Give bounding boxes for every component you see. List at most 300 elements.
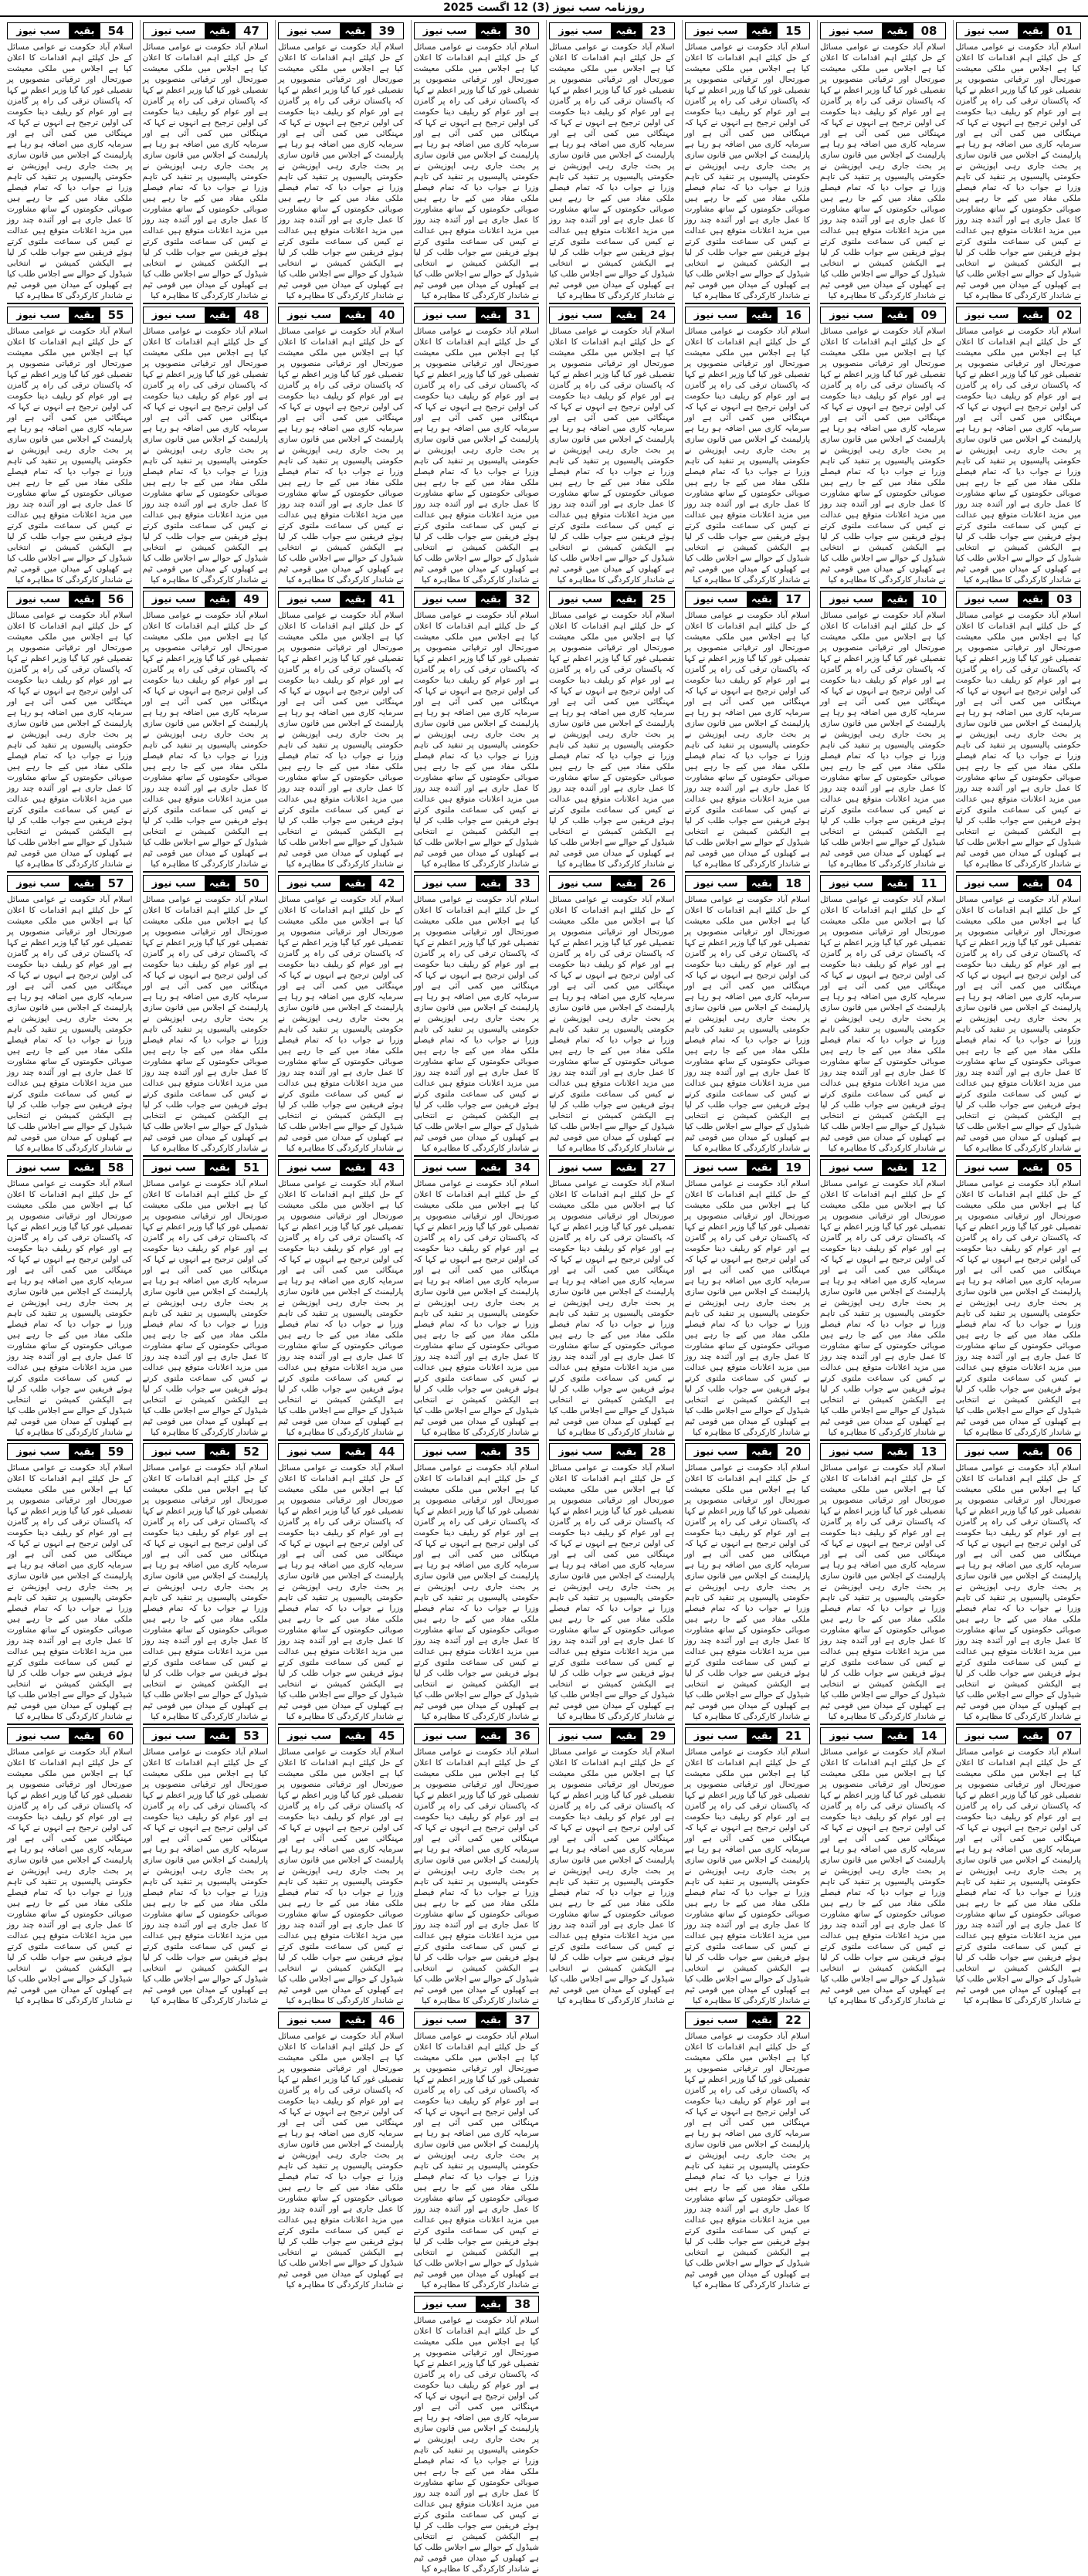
story-body: اسلام آباد حکومت نے عوامی مسائل کے حل کیلئے اہم اقدامات کا اعلان کیا ہے اجلاس میں ملکی معیشت صورتحال اور ترقیاتی منصوبوں پر تفصیلی غور کیا گیا وزیر اعظم نے کہا کہ پاکستان ترقی کی راہ پر گامزن ہے اور عوام کو ریلیف دینا حکومت کی اولین ترجیح ہے انہوں نے کہا کہ مہنگائی میں کمی آئی ہے اور سرمایہ کاری میں اضافہ ہو رہا ہے پارلیمنٹ کے اجلاس میں قانون سازی پر بحث جاری رہی اپوزیشن نے حکومتی پالیسیوں پر تنقید کی تاہم وزرا نے جواب دیا کہ تمام فیصلے ملکی مفاد میں کیے جا رہے ہیں صوبائی حکومتوں کے ساتھ مشاورت کا عمل جاری ہے اور آئندہ چند روز میں مزید اعلانات متوقع ہیں عدالت نے کیس کی سماعت ملتوی کرتے ہوئے فریقین سے جواب طلب کر لیا ہے الیکشن کمیشن نے انتخابی شیڈول کے حوالے سے اجلاس طلب کیا ہے کھیلوں کے میدان میں قومی ٹیم نے شاندار کارکردگی کا مظاہرہ کیا [413,1747,539,2005]
baqia-label: بقیہ [205,1444,235,1459]
baqia-label: بقیہ [1018,591,1048,607]
sabnews-label: سب نیوز [16,1730,61,1742]
story-header [685,1727,811,1744]
story-header [278,875,404,892]
story-body: اسلام آباد حکومت نے عوامی مسائل کے حل کیلئے اہم اقدامات کا اعلان کیا ہے اجلاس میں ملکی معیشت صورتحال اور ترقیاتی منصوبوں پر تفصیلی غور کیا گیا وزیر اعظم نے کہا کہ پاکستان ترقی کی راہ پر گامزن ہے اور عوام کو ریلیف دینا حکومت کی اولین ترجیح ہے انہوں نے کہا کہ مہنگائی میں کمی آئی ہے اور سرمایہ کاری میں اضافہ ہو رہا ہے پارلیمنٹ کے اجلاس میں قانون سازی پر بحث جاری رہی اپوزیشن نے حکومتی پالیسیوں پر تنقید کی تاہم وزرا نے جواب دیا کہ تمام فیصلے ملکی مفاد میں کیے جا رہے ہیں صوبائی حکومتوں کے ساتھ مشاورت کا عمل جاری ہے اور آئندہ چند روز میں مزید اعلانات متوقع ہیں عدالت نے کیس کی سماعت ملتوی کرتے ہوئے فریقین سے جواب طلب کر لیا ہے الیکشن کمیشن نے انتخابی شیڈول کے حوالے سے اجلاس طلب کیا ہے کھیلوں کے میدان میں قومی ٹیم نے شاندار کارکردگی کا مظاہرہ کیا [549,42,675,300]
sabnews-label: سب نیوز [287,1446,332,1458]
baqia-story [7,871,133,1155]
baqia-label: بقیہ [340,1160,370,1175]
story-body: اسلام آباد حکومت نے عوامی مسائل کے حل کیلئے اہم اقدامات کا اعلان کیا ہے اجلاس میں ملکی معیشت صورتحال اور ترقیاتی منصوبوں پر تفصیلی غور کیا گیا وزیر اعظم نے کہا کہ پاکستان ترقی کی راہ پر گامزن ہے اور عوام کو ریلیف دینا حکومت کی اولین ترجیح ہے انہوں نے کہا کہ مہنگائی میں کمی آئی ہے اور سرمایہ کاری میں اضافہ ہو رہا ہے پارلیمنٹ کے اجلاس میں قانون سازی پر بحث جاری رہی اپوزیشن نے حکومتی پالیسیوں پر تنقید کی تاہم وزرا نے جواب دیا کہ تمام فیصلے ملکی مفاد میں کیے جا رہے ہیں صوبائی حکومتوں کے ساتھ مشاورت کا عمل جاری ہے اور آئندہ چند روز میں مزید اعلانات متوقع ہیں عدالت نے کیس کی سماعت ملتوی کرتے ہوئے فریقین سے جواب طلب کر لیا ہے الیکشن کمیشن نے انتخابی شیڈول کے حوالے سے اجلاس طلب کیا ہے کھیلوں کے میدان میں قومی ٹیم نے شاندار کارکردگی کا مظاہرہ کیا [684,42,810,300]
baqia-story [820,1439,946,1724]
sabnews-label: سب نیوز [693,2014,738,2026]
story-body: اسلام آباد حکومت نے عوامی مسائل کے حل کیلئے اہم اقدامات کا اعلان کیا ہے اجلاس میں ملکی معیشت صورتحال اور ترقیاتی منصوبوں پر تفصیلی غور کیا گیا وزیر اعظم نے کہا کہ پاکستان ترقی کی راہ پر گامزن ہے اور عوام کو ریلیف دینا حکومت کی اولین ترجیح ہے انہوں نے کہا کہ مہنگائی میں کمی آئی ہے اور سرمایہ کاری میں اضافہ ہو رہا ہے پارلیمنٹ کے اجلاس میں قانون سازی پر بحث جاری رہی اپوزیشن نے حکومتی پالیسیوں پر تنقید کی تاہم وزرا نے جواب دیا کہ تمام فیصلے ملکی مفاد میں کیے جا رہے ہیں صوبائی حکومتوں کے ساتھ مشاورت کا عمل جاری ہے اور آئندہ چند روز میں مزید اعلانات متوقع ہیں عدالت نے کیس کی سماعت ملتوی کرتے ہوئے فریقین سے جواب طلب کر لیا ہے الیکشن کمیشن نے انتخابی شیڈول کے حوالے سے اجلاس طلب کیا ہے کھیلوں کے میدان میں قومی ٹیم نے شاندار کارکردگی کا مظاہرہ کیا [549,1747,675,2005]
baqia-label: بقیہ [69,23,99,39]
sabnews-label: سب نیوز [151,877,196,890]
sabnews-label: سب نیوز [16,25,61,37]
sabnews-label: سب نیوز [964,593,1009,605]
story-number: 18 [777,876,809,891]
baqia-label: بقیہ [205,591,235,607]
baqia-label: بقیہ [882,23,912,39]
baqia-story [685,1439,811,1724]
story-header [7,591,133,608]
baqia-story [414,1439,540,1724]
story-body: اسلام آباد حکومت نے عوامی مسائل کے حل کیلئے اہم اقدامات کا اعلان کیا ہے اجلاس میں ملکی معیشت صورتحال اور ترقیاتی منصوبوں پر تفصیلی غور کیا گیا وزیر اعظم نے کہا کہ پاکستان ترقی کی راہ پر گامزن ہے اور عوام کو ریلیف دینا حکومت کی اولین ترجیح ہے انہوں نے کہا کہ مہنگائی میں کمی آئی ہے اور سرمایہ کاری میں اضافہ ہو رہا ہے پارلیمنٹ کے اجلاس میں قانون سازی پر بحث جاری رہی اپوزیشن نے حکومتی پالیسیوں پر تنقید کی تاہم وزرا نے جواب دیا کہ تمام فیصلے ملکی مفاد میں کیے جا رہے ہیں صوبائی حکومتوں کے ساتھ مشاورت کا عمل جاری ہے اور آئندہ چند روز میں مزید اعلانات متوقع ہیں عدالت نے کیس کی سماعت ملتوی کرتے ہوئے فریقین سے جواب طلب کر لیا ہے الیکشن کمیشن نے انتخابی شیڈول کے حوالے سے اجلاس طلب کیا ہے کھیلوں کے میدان میں قومی ٹیم نے شاندار کارکردگی کا مظاہرہ کیا [955,611,1081,869]
story-number: 33 [506,876,538,891]
baqia-story [278,587,404,871]
story-body: اسلام آباد حکومت نے عوامی مسائل کے حل کیلئے اہم اقدامات کا اعلان کیا ہے اجلاس میں ملکی معیشت صورتحال اور ترقیاتی منصوبوں پر تفصیلی غور کیا گیا وزیر اعظم نے کہا کہ پاکستان ترقی کی راہ پر گامزن ہے اور عوام کو ریلیف دینا حکومت کی اولین ترجیح ہے انہوں نے کہا کہ مہنگائی میں کمی آئی ہے اور سرمایہ کاری میں اضافہ ہو رہا ہے پارلیمنٹ کے اجلاس میں قانون سازی پر بحث جاری رہی اپوزیشن نے حکومتی پالیسیوں پر تنقید کی تاہم وزرا نے جواب دیا کہ تمام فیصلے ملکی مفاد میں کیے جا رہے ہیں صوبائی حکومتوں کے ساتھ مشاورت کا عمل جاری ہے اور آئندہ چند روز میں مزید اعلانات متوقع ہیں عدالت نے کیس کی سماعت ملتوی کرتے ہوئے فریقین سے جواب طلب کر لیا ہے الیکشن کمیشن نے انتخابی شیڈول کے حوالے سے اجلاس طلب کیا ہے کھیلوں کے میدان میں قومی ٹیم نے شاندار کارکردگی کا مظاہرہ کیا [684,2032,810,2290]
story-body: اسلام آباد حکومت نے عوامی مسائل کے حل کیلئے اہم اقدامات کا اعلان کیا ہے اجلاس میں ملکی معیشت صورتحال اور ترقیاتی منصوبوں پر تفصیلی غور کیا گیا وزیر اعظم نے کہا کہ پاکستان ترقی کی راہ پر گامزن ہے اور عوام کو ریلیف دینا حکومت کی اولین ترجیح ہے انہوں نے کہا کہ مہنگائی میں کمی آئی ہے اور سرمایہ کاری میں اضافہ ہو رہا ہے پارلیمنٹ کے اجلاس میں قانون سازی پر بحث جاری رہی اپوزیشن نے حکومتی پالیسیوں پر تنقید کی تاہم وزرا نے جواب دیا کہ تمام فیصلے ملکی مفاد میں کیے جا رہے ہیں صوبائی حکومتوں کے ساتھ مشاورت کا عمل جاری ہے اور آئندہ چند روز میں مزید اعلانات متوقع ہیں عدالت نے کیس کی سماعت ملتوی کرتے ہوئے فریقین سے جواب طلب کر لیا ہے الیکشن کمیشن نے انتخابی شیڈول کے حوالے سے اجلاس طلب کیا ہے کھیلوں کے میدان میں قومی ٹیم نے شاندار کارکردگی کا مظاہرہ کیا [278,42,404,300]
baqia-label: بقیہ [476,23,506,39]
baqia-label: بقیہ [476,591,506,607]
story-header [414,1443,540,1460]
baqia-label: بقیہ [611,1444,641,1459]
story-body: اسلام آباد حکومت نے عوامی مسائل کے حل کیلئے اہم اقدامات کا اعلان کیا ہے اجلاس میں ملکی معیشت صورتحال اور ترقیاتی منصوبوں پر تفصیلی غور کیا گیا وزیر اعظم نے کہا کہ پاکستان ترقی کی راہ پر گامزن ہے اور عوام کو ریلیف دینا حکومت کی اولین ترجیح ہے انہوں نے کہا کہ مہنگائی میں کمی آئی ہے اور سرمایہ کاری میں اضافہ ہو رہا ہے پارلیمنٹ کے اجلاس میں قانون سازی پر بحث جاری رہی اپوزیشن نے حکومتی پالیسیوں پر تنقید کی تاہم وزرا نے جواب دیا کہ تمام فیصلے ملکی مفاد میں کیے جا رہے ہیں صوبائی حکومتوں کے ساتھ مشاورت کا عمل جاری ہے اور آئندہ چند روز میں مزید اعلانات متوقع ہیں عدالت نے کیس کی سماعت ملتوی کرتے ہوئے فریقین سے جواب طلب کر لیا ہے الیکشن کمیشن نے انتخابی شیڈول کے حوالے سے اجلاس طلب کیا ہے کھیلوں کے میدان میں قومی ٹیم نے شاندار کارکردگی کا مظاہرہ کیا [684,1747,810,2005]
story-number: 28 [642,1444,674,1459]
story-header [956,875,1082,892]
baqia-story [278,20,404,303]
story-header [414,22,540,39]
story-body: اسلام آباد حکومت نے عوامی مسائل کے حل کیلئے اہم اقدامات کا اعلان کیا ہے اجلاس میں ملکی معیشت صورتحال اور ترقیاتی منصوبوں پر تفصیلی غور کیا گیا وزیر اعظم نے کہا کہ پاکستان ترقی کی راہ پر گامزن ہے اور عوام کو ریلیف دینا حکومت کی اولین ترجیح ہے انہوں نے کہا کہ مہنگائی میں کمی آئی ہے اور سرمایہ کاری میں اضافہ ہو رہا ہے پارلیمنٹ کے اجلاس میں قانون سازی پر بحث جاری رہی اپوزیشن نے حکومتی پالیسیوں پر تنقید کی تاہم وزرا نے جواب دیا کہ تمام فیصلے ملکی مفاد میں کیے جا رہے ہیں صوبائی حکومتوں کے ساتھ مشاورت کا عمل جاری ہے اور آئندہ چند روز میں مزید اعلانات متوقع ہیں عدالت نے کیس کی سماعت ملتوی کرتے ہوئے فریقین سے جواب طلب کر لیا ہے الیکشن کمیشن نے انتخابی شیڈول کے حوالے سے اجلاس طلب کیا ہے کھیلوں کے میدان میں قومی ٹیم نے شاندار کارکردگی کا مظاہرہ کیا [955,895,1081,1153]
baqia-label: بقیہ [747,1160,777,1175]
story-body: اسلام آباد حکومت نے عوامی مسائل کے حل کیلئے اہم اقدامات کا اعلان کیا ہے اجلاس میں ملکی معیشت صورتحال اور ترقیاتی منصوبوں پر تفصیلی غور کیا گیا وزیر اعظم نے کہا کہ پاکستان ترقی کی راہ پر گامزن ہے اور عوام کو ریلیف دینا حکومت کی اولین ترجیح ہے انہوں نے کہا کہ مہنگائی میں کمی آئی ہے اور سرمایہ کاری میں اضافہ ہو رہا ہے پارلیمنٹ کے اجلاس میں قانون سازی پر بحث جاری رہی اپوزیشن نے حکومتی پالیسیوں پر تنقید کی تاہم وزرا نے جواب دیا کہ تمام فیصلے ملکی مفاد میں کیے جا رہے ہیں صوبائی حکومتوں کے ساتھ مشاورت کا عمل جاری ہے اور آئندہ چند روز میں مزید اعلانات متوقع ہیں عدالت نے کیس کی سماعت ملتوی کرتے ہوئے فریقین سے جواب طلب کر لیا ہے الیکشن کمیشن نے انتخابی شیڈول کے حوالے سے اجلاس طلب کیا ہے کھیلوں کے میدان میں قومی ٹیم نے شاندار کارکردگی کا مظاہرہ کیا [413,42,539,300]
baqia-story [7,303,133,587]
baqia-label: بقیہ [69,1160,99,1175]
story-number: 29 [642,1728,674,1744]
story-number: 37 [506,2012,538,2028]
story-header [685,22,811,39]
baqia-label: بقیہ [611,876,641,891]
story-number: 19 [777,1160,809,1175]
baqia-label: بقیہ [69,1728,99,1744]
story-header [956,1159,1082,1176]
story-body: اسلام آباد حکومت نے عوامی مسائل کے حل کیلئے اہم اقدامات کا اعلان کیا ہے اجلاس میں ملکی معیشت صورتحال اور ترقیاتی منصوبوں پر تفصیلی غور کیا گیا وزیر اعظم نے کہا کہ پاکستان ترقی کی راہ پر گامزن ہے اور عوام کو ریلیف دینا حکومت کی اولین ترجیح ہے انہوں نے کہا کہ مہنگائی میں کمی آئی ہے اور سرمایہ کاری میں اضافہ ہو رہا ہے پارلیمنٹ کے اجلاس میں قانون سازی پر بحث جاری رہی اپوزیشن نے حکومتی پالیسیوں پر تنقید کی تاہم وزرا نے جواب دیا کہ تمام فیصلے ملکی مفاد میں کیے جا رہے ہیں صوبائی حکومتوں کے ساتھ مشاورت کا عمل جاری ہے اور آئندہ چند روز میں مزید اعلانات متوقع ہیں عدالت نے کیس کی سماعت ملتوی کرتے ہوئے فریقین سے جواب طلب کر لیا ہے الیکشن کمیشن نے انتخابی شیڈول کے حوالے سے اجلاس طلب کیا ہے کھیلوں کے میدان میں قومی ٹیم نے شاندار کارکردگی کا مظاہرہ کیا [820,1747,946,2005]
baqia-story [414,1724,540,2008]
baqia-story [7,587,133,871]
story-header [820,1159,946,1176]
story-number: 05 [1048,1160,1080,1175]
story-header [820,307,946,324]
story-header [278,591,404,608]
baqia-label: بقیہ [882,1160,912,1175]
news-column [682,20,813,2290]
story-number: 34 [506,1160,538,1175]
baqia-label: بقیہ [340,1728,370,1744]
baqia-story [143,1439,269,1724]
baqia-label: بقیہ [69,591,99,607]
baqia-label: بقیہ [611,1160,641,1175]
sabnews-label: سب نیوز [829,1161,874,1174]
baqia-label: بقیہ [747,876,777,891]
story-body: اسلام آباد حکومت نے عوامی مسائل کے حل کیلئے اہم اقدامات کا اعلان کیا ہے اجلاس میں ملکی معیشت صورتحال اور ترقیاتی منصوبوں پر تفصیلی غور کیا گیا وزیر اعظم نے کہا کہ پاکستان ترقی کی راہ پر گامزن ہے اور عوام کو ریلیف دینا حکومت کی اولین ترجیح ہے انہوں نے کہا کہ مہنگائی میں کمی آئی ہے اور سرمایہ کاری میں اضافہ ہو رہا ہے پارلیمنٹ کے اجلاس میں قانون سازی پر بحث جاری رہی اپوزیشن نے حکومتی پالیسیوں پر تنقید کی تاہم وزرا نے جواب دیا کہ تمام فیصلے ملکی مفاد میں کیے جا رہے ہیں صوبائی حکومتوں کے ساتھ مشاورت کا عمل جاری ہے اور آئندہ چند روز میں مزید اعلانات متوقع ہیں عدالت نے کیس کی سماعت ملتوی کرتے ہوئے فریقین سے جواب طلب کر لیا ہے الیکشن کمیشن نے انتخابی شیڈول کے حوالے سے اجلاس طلب کیا ہے کھیلوں کے میدان میں قومی ٹیم نے شاندار کارکردگی کا مظاہرہ کیا [684,1463,810,1721]
baqia-label: بقیہ [747,23,777,39]
story-body: اسلام آباد حکومت نے عوامی مسائل کے حل کیلئے اہم اقدامات کا اعلان کیا ہے اجلاس میں ملکی معیشت صورتحال اور ترقیاتی منصوبوں پر تفصیلی غور کیا گیا وزیر اعظم نے کہا کہ پاکستان ترقی کی راہ پر گامزن ہے اور عوام کو ریلیف دینا حکومت کی اولین ترجیح ہے انہوں نے کہا کہ مہنگائی میں کمی آئی ہے اور سرمایہ کاری میں اضافہ ہو رہا ہے پارلیمنٹ کے اجلاس میں قانون سازی پر بحث جاری رہی اپوزیشن نے حکومتی پالیسیوں پر تنقید کی تاہم وزرا نے جواب دیا کہ تمام فیصلے ملکی مفاد میں کیے جا رہے ہیں صوبائی حکومتوں کے ساتھ مشاورت کا عمل جاری ہے اور آئندہ چند روز میں مزید اعلانات متوقع ہیں عدالت نے کیس کی سماعت ملتوی کرتے ہوئے فریقین سے جواب طلب کر لیا ہے الیکشن کمیشن نے انتخابی شیڈول کے حوالے سے اجلاس طلب کیا ہے کھیلوں کے میدان میں قومی ٹیم نے شاندار کارکردگی کا مظاہرہ کیا [7,1179,133,1437]
baqia-label: بقیہ [340,591,370,607]
sabnews-label: سب نیوز [829,877,874,890]
story-header [549,591,675,608]
baqia-label: بقیہ [611,307,641,323]
story-number: 41 [371,591,403,607]
sabnews-label: سب نیوز [287,877,332,890]
sabnews-label: سب نیوز [151,309,196,321]
baqia-story [549,1439,675,1724]
sabnews-label: سب نیوز [829,1730,874,1742]
baqia-label: بقیہ [476,2296,506,2312]
story-body: اسلام آباد حکومت نے عوامی مسائل کے حل کیلئے اہم اقدامات کا اعلان کیا ہے اجلاس میں ملکی معیشت صورتحال اور ترقیاتی منصوبوں پر تفصیلی غور کیا گیا وزیر اعظم نے کہا کہ پاکستان ترقی کی راہ پر گامزن ہے اور عوام کو ریلیف دینا حکومت کی اولین ترجیح ہے انہوں نے کہا کہ مہنگائی میں کمی آئی ہے اور سرمایہ کاری میں اضافہ ہو رہا ہے پارلیمنٹ کے اجلاس میں قانون سازی پر بحث جاری رہی اپوزیشن نے حکومتی پالیسیوں پر تنقید کی تاہم وزرا نے جواب دیا کہ تمام فیصلے ملکی مفاد میں کیے جا رہے ہیں صوبائی حکومتوں کے ساتھ مشاورت کا عمل جاری ہے اور آئندہ چند روز میں مزید اعلانات متوقع ہیں عدالت نے کیس کی سماعت ملتوی کرتے ہوئے فریقین سے جواب طلب کر لیا ہے الیکشن کمیشن نے انتخابی شیڈول کے حوالے سے اجلاس طلب کیا ہے کھیلوں کے میدان میں قومی ٹیم نے شاندار کارکردگی کا مظاہرہ کیا [142,611,268,869]
baqia-story [685,1155,811,1439]
story-header [143,1443,269,1460]
baqia-label: بقیہ [882,1728,912,1744]
story-number: 52 [235,1444,267,1459]
story-number: 36 [506,1728,538,1744]
story-header [7,307,133,324]
sabnews-label: سب نیوز [693,1730,738,1742]
baqia-story [7,1724,133,2008]
story-body: اسلام آباد حکومت نے عوامی مسائل کے حل کیلئے اہم اقدامات کا اعلان کیا ہے اجلاس میں ملکی معیشت صورتحال اور ترقیاتی منصوبوں پر تفصیلی غور کیا گیا وزیر اعظم نے کہا کہ پاکستان ترقی کی راہ پر گامزن ہے اور عوام کو ریلیف دینا حکومت کی اولین ترجیح ہے انہوں نے کہا کہ مہنگائی میں کمی آئی ہے اور سرمایہ کاری میں اضافہ ہو رہا ہے پارلیمنٹ کے اجلاس میں قانون سازی پر بحث جاری رہی اپوزیشن نے حکومتی پالیسیوں پر تنقید کی تاہم وزرا نے جواب دیا کہ تمام فیصلے ملکی مفاد میں کیے جا رہے ہیں صوبائی حکومتوں کے ساتھ مشاورت کا عمل جاری ہے اور آئندہ چند روز میں مزید اعلانات متوقع ہیں عدالت نے کیس کی سماعت ملتوی کرتے ہوئے فریقین سے جواب طلب کر لیا ہے الیکشن کمیشن نے انتخابی شیڈول کے حوالے سے اجلاس طلب کیا ہے کھیلوں کے میدان میں قومی ٹیم نے شاندار کارکردگی کا مظاہرہ کیا [142,1747,268,2005]
baqia-label: بقیہ [340,23,370,39]
baqia-label: بقیہ [1018,23,1048,39]
story-body: اسلام آباد حکومت نے عوامی مسائل کے حل کیلئے اہم اقدامات کا اعلان کیا ہے اجلاس میں ملکی معیشت صورتحال اور ترقیاتی منصوبوں پر تفصیلی غور کیا گیا وزیر اعظم نے کہا کہ پاکستان ترقی کی راہ پر گامزن ہے اور عوام کو ریلیف دینا حکومت کی اولین ترجیح ہے انہوں نے کہا کہ مہنگائی میں کمی آئی ہے اور سرمایہ کاری میں اضافہ ہو رہا ہے پارلیمنٹ کے اجلاس میں قانون سازی پر بحث جاری رہی اپوزیشن نے حکومتی پالیسیوں پر تنقید کی تاہم وزرا نے جواب دیا کہ تمام فیصلے ملکی مفاد میں کیے جا رہے ہیں صوبائی حکومتوں کے ساتھ مشاورت کا عمل جاری ہے اور آئندہ چند روز میں مزید اعلانات متوقع ہیں عدالت نے کیس کی سماعت ملتوی کرتے ہوئے فریقین سے جواب طلب کر لیا ہے الیکشن کمیشن نے انتخابی شیڈول کے حوالے سے اجلاس طلب کیا ہے کھیلوں کے میدان میں قومی ٹیم نے شاندار کارکردگی کا مظاہرہ کیا [820,1463,946,1721]
sabnews-label: سب نیوز [829,309,874,321]
baqia-label: بقیہ [882,876,912,891]
sabnews-label: سب نیوز [558,1161,603,1174]
story-body: اسلام آباد حکومت نے عوامی مسائل کے حل کیلئے اہم اقدامات کا اعلان کیا ہے اجلاس میں ملکی معیشت صورتحال اور ترقیاتی منصوبوں پر تفصیلی غور کیا گیا وزیر اعظم نے کہا کہ پاکستان ترقی کی راہ پر گامزن ہے اور عوام کو ریلیف دینا حکومت کی اولین ترجیح ہے انہوں نے کہا کہ مہنگائی میں کمی آئی ہے اور سرمایہ کاری میں اضافہ ہو رہا ہے پارلیمنٹ کے اجلاس میں قانون سازی پر بحث جاری رہی اپوزیشن نے حکومتی پالیسیوں پر تنقید کی تاہم وزرا نے جواب دیا کہ تمام فیصلے ملکی مفاد میں کیے جا رہے ہیں صوبائی حکومتوں کے ساتھ مشاورت کا عمل جاری ہے اور آئندہ چند روز میں مزید اعلانات متوقع ہیں عدالت نے کیس کی سماعت ملتوی کرتے ہوئے فریقین سے جواب طلب کر لیا ہے الیکشن کمیشن نے انتخابی شیڈول کے حوالے سے اجلاس طلب کیا ہے کھیلوں کے میدان میں قومی ٹیم نے شاندار کارکردگی کا مظاہرہ کیا [549,1179,675,1437]
sabnews-label: سب نیوز [422,1730,467,1742]
sabnews-label: سب نیوز [16,1446,61,1458]
story-number: 09 [913,307,945,323]
news-column [546,20,677,2005]
baqia-story [549,1724,675,2008]
baqia-story [956,1439,1082,1724]
baqia-story [414,303,540,587]
baqia-story [685,2008,811,2292]
masthead [0,0,1088,17]
sabnews-label: سب نیوز [422,25,467,37]
baqia-label: بقیہ [205,1160,235,1175]
sabnews-label: سب نیوز [422,2298,467,2310]
story-body: اسلام آباد حکومت نے عوامی مسائل کے حل کیلئے اہم اقدامات کا اعلان کیا ہے اجلاس میں ملکی معیشت صورتحال اور ترقیاتی منصوبوں پر تفصیلی غور کیا گیا وزیر اعظم نے کہا کہ پاکستان ترقی کی راہ پر گامزن ہے اور عوام کو ریلیف دینا حکومت کی اولین ترجیح ہے انہوں نے کہا کہ مہنگائی میں کمی آئی ہے اور سرمایہ کاری میں اضافہ ہو رہا ہے پارلیمنٹ کے اجلاس میں قانون سازی پر بحث جاری رہی اپوزیشن نے حکومتی پالیسیوں پر تنقید کی تاہم وزرا نے جواب دیا کہ تمام فیصلے ملکی مفاد میں کیے جا رہے ہیں صوبائی حکومتوں کے ساتھ مشاورت کا عمل جاری ہے اور آئندہ چند روز میں مزید اعلانات متوقع ہیں عدالت نے کیس کی سماعت ملتوی کرتے ہوئے فریقین سے جواب طلب کر لیا ہے الیکشن کمیشن نے انتخابی شیڈول کے حوالے سے اجلاس طلب کیا ہے کھیلوں کے میدان میں قومی ٹیم نے شاندار کارکردگی کا مظاہرہ کیا [7,895,133,1153]
sabnews-label: سب نیوز [964,1161,1009,1174]
story-number: 24 [642,307,674,323]
story-body: اسلام آباد حکومت نے عوامی مسائل کے حل کیلئے اہم اقدامات کا اعلان کیا ہے اجلاس میں ملکی معیشت صورتحال اور ترقیاتی منصوبوں پر تفصیلی غور کیا گیا وزیر اعظم نے کہا کہ پاکستان ترقی کی راہ پر گامزن ہے اور عوام کو ریلیف دینا حکومت کی اولین ترجیح ہے انہوں نے کہا کہ مہنگائی میں کمی آئی ہے اور سرمایہ کاری میں اضافہ ہو رہا ہے پارلیمنٹ کے اجلاس میں قانون سازی پر بحث جاری رہی اپوزیشن نے حکومتی پالیسیوں پر تنقید کی تاہم وزرا نے جواب دیا کہ تمام فیصلے ملکی مفاد میں کیے جا رہے ہیں صوبائی حکومتوں کے ساتھ مشاورت کا عمل جاری ہے اور آئندہ چند روز میں مزید اعلانات متوقع ہیں عدالت نے کیس کی سماعت ملتوی کرتے ہوئے فریقین سے جواب طلب کر لیا ہے الیکشن کمیشن نے انتخابی شیڈول کے حوالے سے اجلاس طلب کیا ہے کھیلوں کے میدان میں قومی ٹیم نے شاندار کارکردگی کا مظاہرہ کیا [413,1463,539,1721]
story-header [414,591,540,608]
story-number: 59 [100,1444,132,1459]
baqia-label: بقیہ [882,1444,912,1459]
story-body: اسلام آباد حکومت نے عوامی مسائل کے حل کیلئے اہم اقدامات کا اعلان کیا ہے اجلاس میں ملکی معیشت صورتحال اور ترقیاتی منصوبوں پر تفصیلی غور کیا گیا وزیر اعظم نے کہا کہ پاکستان ترقی کی راہ پر گامزن ہے اور عوام کو ریلیف دینا حکومت کی اولین ترجیح ہے انہوں نے کہا کہ مہنگائی میں کمی آئی ہے اور سرمایہ کاری میں اضافہ ہو رہا ہے پارلیمنٹ کے اجلاس میں قانون سازی پر بحث جاری رہی اپوزیشن نے حکومتی پالیسیوں پر تنقید کی تاہم وزرا نے جواب دیا کہ تمام فیصلے ملکی مفاد میں کیے جا رہے ہیں صوبائی حکومتوں کے ساتھ مشاورت کا عمل جاری ہے اور آئندہ چند روز میں مزید اعلانات متوقع ہیں عدالت نے کیس کی سماعت ملتوی کرتے ہوئے فریقین سے جواب طلب کر لیا ہے الیکشن کمیشن نے انتخابی شیڈول کے حوالے سے اجلاس طلب کیا ہے کھیلوں کے میدان میں قومی ٹیم نے شاندار کارکردگی کا مظاہرہ کیا [549,1463,675,1721]
baqia-story [549,871,675,1155]
sabnews-label: سب نیوز [422,877,467,890]
story-body: اسلام آباد حکومت نے عوامی مسائل کے حل کیلئے اہم اقدامات کا اعلان کیا ہے اجلاس میں ملکی معیشت صورتحال اور ترقیاتی منصوبوں پر تفصیلی غور کیا گیا وزیر اعظم نے کہا کہ پاکستان ترقی کی راہ پر گامزن ہے اور عوام کو ریلیف دینا حکومت کی اولین ترجیح ہے انہوں نے کہا کہ مہنگائی میں کمی آئی ہے اور سرمایہ کاری میں اضافہ ہو رہا ہے پارلیمنٹ کے اجلاس میں قانون سازی پر بحث جاری رہی اپوزیشن نے حکومتی پالیسیوں پر تنقید کی تاہم وزرا نے جواب دیا کہ تمام فیصلے ملکی مفاد میں کیے جا رہے ہیں صوبائی حکومتوں کے ساتھ مشاورت کا عمل جاری ہے اور آئندہ چند روز میں مزید اعلانات متوقع ہیں عدالت نے کیس کی سماعت ملتوی کرتے ہوئے فریقین سے جواب طلب کر لیا ہے الیکشن کمیشن نے انتخابی شیڈول کے حوالے سے اجلاس طلب کیا ہے کھیلوں کے میدان میں قومی ٹیم نے شاندار کارکردگی کا مظاہرہ کیا [142,895,268,1153]
story-header [7,1443,133,1460]
baqia-story [143,587,269,871]
story-header [956,307,1082,324]
baqia-story [549,587,675,871]
baqia-story [414,871,540,1155]
story-body: اسلام آباد حکومت نے عوامی مسائل کے حل کیلئے اہم اقدامات کا اعلان کیا ہے اجلاس میں ملکی معیشت صورتحال اور ترقیاتی منصوبوں پر تفصیلی غور کیا گیا وزیر اعظم نے کہا کہ پاکستان ترقی کی راہ پر گامزن ہے اور عوام کو ریلیف دینا حکومت کی اولین ترجیح ہے انہوں نے کہا کہ مہنگائی میں کمی آئی ہے اور سرمایہ کاری میں اضافہ ہو رہا ہے پارلیمنٹ کے اجلاس میں قانون سازی پر بحث جاری رہی اپوزیشن نے حکومتی پالیسیوں پر تنقید کی تاہم وزرا نے جواب دیا کہ تمام فیصلے ملکی مفاد میں کیے جا رہے ہیں صوبائی حکومتوں کے ساتھ مشاورت کا عمل جاری ہے اور آئندہ چند روز میں مزید اعلانات متوقع ہیں عدالت نے کیس کی سماعت ملتوی کرتے ہوئے فریقین سے جواب طلب کر لیا ہے الیکشن کمیشن نے انتخابی شیڈول کے حوالے سے اجلاس طلب کیا ہے کھیلوں کے میدان میں قومی ٹیم نے شاندار کارکردگی کا مظاہرہ کیا [684,611,810,869]
story-body: اسلام آباد حکومت نے عوامی مسائل کے حل کیلئے اہم اقدامات کا اعلان کیا ہے اجلاس میں ملکی معیشت صورتحال اور ترقیاتی منصوبوں پر تفصیلی غور کیا گیا وزیر اعظم نے کہا کہ پاکستان ترقی کی راہ پر گامزن ہے اور عوام کو ریلیف دینا حکومت کی اولین ترجیح ہے انہوں نے کہا کہ مہنگائی میں کمی آئی ہے اور سرمایہ کاری میں اضافہ ہو رہا ہے پارلیمنٹ کے اجلاس میں قانون سازی پر بحث جاری رہی اپوزیشن نے حکومتی پالیسیوں پر تنقید کی تاہم وزرا نے جواب دیا کہ تمام فیصلے ملکی مفاد میں کیے جا رہے ہیں صوبائی حکومتوں کے ساتھ مشاورت کا عمل جاری ہے اور آئندہ چند روز میں مزید اعلانات متوقع ہیں عدالت نے کیس کی سماعت ملتوی کرتے ہوئے فریقین سے جواب طلب کر لیا ہے الیکشن کمیشن نے انتخابی شیڈول کے حوالے سے اجلاس طلب کیا ہے کھیلوں کے میدان میں قومی ٹیم نے شاندار کارکردگی کا مظاہرہ کیا [413,1179,539,1437]
story-header [143,591,269,608]
story-header [7,1159,133,1176]
baqia-story [549,303,675,587]
baqia-story [956,20,1082,303]
sabnews-label: سب نیوز [829,25,874,37]
story-number: 14 [913,1728,945,1744]
baqia-story [143,1724,269,2008]
baqia-label: بقیہ [69,307,99,323]
story-body: اسلام آباد حکومت نے عوامی مسائل کے حل کیلئے اہم اقدامات کا اعلان کیا ہے اجلاس میں ملکی معیشت صورتحال اور ترقیاتی منصوبوں پر تفصیلی غور کیا گیا وزیر اعظم نے کہا کہ پاکستان ترقی کی راہ پر گامزن ہے اور عوام کو ریلیف دینا حکومت کی اولین ترجیح ہے انہوں نے کہا کہ مہنگائی میں کمی آئی ہے اور سرمایہ کاری میں اضافہ ہو رہا ہے پارلیمنٹ کے اجلاس میں قانون سازی پر بحث جاری رہی اپوزیشن نے حکومتی پالیسیوں پر تنقید کی تاہم وزرا نے جواب دیا کہ تمام فیصلے ملکی مفاد میں کیے جا رہے ہیں صوبائی حکومتوں کے ساتھ مشاورت کا عمل جاری ہے اور آئندہ چند روز میں مزید اعلانات متوقع ہیں عدالت نے کیس کی سماعت ملتوی کرتے ہوئے فریقین سے جواب طلب کر لیا ہے الیکشن کمیشن نے انتخابی شیڈول کے حوالے سے اجلاس طلب کیا ہے کھیلوں کے میدان میں قومی ٹیم نے شاندار کارکردگی کا مظاہرہ کیا [955,1747,1081,2005]
news-column [5,20,135,2005]
story-header [414,2296,540,2313]
story-body: اسلام آباد حکومت نے عوامی مسائل کے حل کیلئے اہم اقدامات کا اعلان کیا ہے اجلاس میں ملکی معیشت صورتحال اور ترقیاتی منصوبوں پر تفصیلی غور کیا گیا وزیر اعظم نے کہا کہ پاکستان ترقی کی راہ پر گامزن ہے اور عوام کو ریلیف دینا حکومت کی اولین ترجیح ہے انہوں نے کہا کہ مہنگائی میں کمی آئی ہے اور سرمایہ کاری میں اضافہ ہو رہا ہے پارلیمنٹ کے اجلاس میں قانون سازی پر بحث جاری رہی اپوزیشن نے حکومتی پالیسیوں پر تنقید کی تاہم وزرا نے جواب دیا کہ تمام فیصلے ملکی مفاد میں کیے جا رہے ہیں صوبائی حکومتوں کے ساتھ مشاورت کا عمل جاری ہے اور آئندہ چند روز میں مزید اعلانات متوقع ہیں عدالت نے کیس کی سماعت ملتوی کرتے ہوئے فریقین سے جواب طلب کر لیا ہے الیکشن کمیشن نے انتخابی شیڈول کے حوالے سے اجلاس طلب کیا ہے کھیلوں کے میدان میں قومی ٹیم نے شاندار کارکردگی کا مظاہرہ کیا [7,327,133,585]
baqia-label: بقیہ [476,1160,506,1175]
story-header [278,1159,404,1176]
story-header [820,22,946,39]
sabnews-label: سب نیوز [558,593,603,605]
story-number: 12 [913,1160,945,1175]
baqia-label: بقیہ [882,307,912,323]
baqia-label: بقیہ [340,1444,370,1459]
baqia-story [414,20,540,303]
baqia-label: بقیہ [476,307,506,323]
baqia-label: بقیہ [340,307,370,323]
sabnews-label: سب نیوز [693,877,738,890]
sabnews-label: سب نیوز [964,877,1009,890]
baqia-story [278,1155,404,1439]
story-number: 49 [235,591,267,607]
baqia-label: بقیہ [69,1444,99,1459]
story-header [549,875,675,892]
baqia-label: بقیہ [1018,1728,1048,1744]
story-body: اسلام آباد حکومت نے عوامی مسائل کے حل کیلئے اہم اقدامات کا اعلان کیا ہے اجلاس میں ملکی معیشت صورتحال اور ترقیاتی منصوبوں پر تفصیلی غور کیا گیا وزیر اعظم نے کہا کہ پاکستان ترقی کی راہ پر گامزن ہے اور عوام کو ریلیف دینا حکومت کی اولین ترجیح ہے انہوں نے کہا کہ مہنگائی میں کمی آئی ہے اور سرمایہ کاری میں اضافہ ہو رہا ہے پارلیمنٹ کے اجلاس میں قانون سازی پر بحث جاری رہی اپوزیشن نے حکومتی پالیسیوں پر تنقید کی تاہم وزرا نے جواب دیا کہ تمام فیصلے ملکی مفاد میں کیے جا رہے ہیں صوبائی حکومتوں کے ساتھ مشاورت کا عمل جاری ہے اور آئندہ چند روز میں مزید اعلانات متوقع ہیں عدالت نے کیس کی سماعت ملتوی کرتے ہوئے فریقین سے جواب طلب کر لیا ہے الیکشن کمیشن نے انتخابی شیڈول کے حوالے سے اجلاس طلب کیا ہے کھیلوں کے میدان میں قومی ٹیم نے شاندار کارکردگی کا مظاہرہ کیا [7,1747,133,2005]
baqia-story [414,2008,540,2292]
story-header [7,875,133,892]
baqia-story [820,1724,946,2008]
sabnews-label: سب نیوز [693,309,738,321]
sabnews-label: سب نیوز [151,1446,196,1458]
story-header [414,875,540,892]
baqia-story [7,1439,133,1724]
sabnews-label: سب نیوز [151,1730,196,1742]
sabnews-label: سب نیوز [422,309,467,321]
baqia-story [820,871,946,1155]
baqia-label: بقیہ [340,2012,370,2028]
story-header [685,1443,811,1460]
story-body: اسلام آباد حکومت نے عوامی مسائل کے حل کیلئے اہم اقدامات کا اعلان کیا ہے اجلاس میں ملکی معیشت صورتحال اور ترقیاتی منصوبوں پر تفصیلی غور کیا گیا وزیر اعظم نے کہا کہ پاکستان ترقی کی راہ پر گامزن ہے اور عوام کو ریلیف دینا حکومت کی اولین ترجیح ہے انہوں نے کہا کہ مہنگائی میں کمی آئی ہے اور سرمایہ کاری میں اضافہ ہو رہا ہے پارلیمنٹ کے اجلاس میں قانون سازی پر بحث جاری رہی اپوزیشن نے حکومتی پالیسیوں پر تنقید کی تاہم وزرا نے جواب دیا کہ تمام فیصلے ملکی مفاد میں کیے جا رہے ہیں صوبائی حکومتوں کے ساتھ مشاورت کا عمل جاری ہے اور آئندہ چند روز میں مزید اعلانات متوقع ہیں عدالت نے کیس کی سماعت ملتوی کرتے ہوئے فریقین سے جواب طلب کر لیا ہے الیکشن کمیشن نے انتخابی شیڈول کے حوالے سے اجلاس طلب کیا ہے کھیلوں کے میدان میں قومی ٹیم نے شاندار کارکردگی کا مظاہرہ کیا [413,327,539,585]
story-body: اسلام آباد حکومت نے عوامی مسائل کے حل کیلئے اہم اقدامات کا اعلان کیا ہے اجلاس میں ملکی معیشت صورتحال اور ترقیاتی منصوبوں پر تفصیلی غور کیا گیا وزیر اعظم نے کہا کہ پاکستان ترقی کی راہ پر گامزن ہے اور عوام کو ریلیف دینا حکومت کی اولین ترجیح ہے انہوں نے کہا کہ مہنگائی میں کمی آئی ہے اور سرمایہ کاری میں اضافہ ہو رہا ہے پارلیمنٹ کے اجلاس میں قانون سازی پر بحث جاری رہی اپوزیشن نے حکومتی پالیسیوں پر تنقید کی تاہم وزرا نے جواب دیا کہ تمام فیصلے ملکی مفاد میں کیے جا رہے ہیں صوبائی حکومتوں کے ساتھ مشاورت کا عمل جاری ہے اور آئندہ چند روز میں مزید اعلانات متوقع ہیں عدالت نے کیس کی سماعت ملتوی کرتے ہوئے فریقین سے جواب طلب کر لیا ہے الیکشن کمیشن نے انتخابی شیڈول کے حوالے سے اجلاس طلب کیا ہے کھیلوں کے میدان میں قومی ٹیم نے شاندار کارکردگی کا مظاہرہ کیا [278,611,404,869]
baqia-story [414,1155,540,1439]
news-column [411,20,542,2574]
story-number: 58 [100,1160,132,1175]
story-body: اسلام آباد حکومت نے عوامی مسائل کے حل کیلئے اہم اقدامات کا اعلان کیا ہے اجلاس میں ملکی معیشت صورتحال اور ترقیاتی منصوبوں پر تفصیلی غور کیا گیا وزیر اعظم نے کہا کہ پاکستان ترقی کی راہ پر گامزن ہے اور عوام کو ریلیف دینا حکومت کی اولین ترجیح ہے انہوں نے کہا کہ مہنگائی میں کمی آئی ہے اور سرمایہ کاری میں اضافہ ہو رہا ہے پارلیمنٹ کے اجلاس میں قانون سازی پر بحث جاری رہی اپوزیشن نے حکومتی پالیسیوں پر تنقید کی تاہم وزرا نے جواب دیا کہ تمام فیصلے ملکی مفاد میں کیے جا رہے ہیں صوبائی حکومتوں کے ساتھ مشاورت کا عمل جاری ہے اور آئندہ چند روز میں مزید اعلانات متوقع ہیں عدالت نے کیس کی سماعت ملتوی کرتے ہوئے فریقین سے جواب طلب کر لیا ہے الیکشن کمیشن نے انتخابی شیڈول کے حوالے سے اجلاس طلب کیا ہے کھیلوں کے میدان میں قومی ٹیم نے شاندار کارکردگی کا مظاہرہ کیا [549,895,675,1153]
baqia-story [685,20,811,303]
story-body: اسلام آباد حکومت نے عوامی مسائل کے حل کیلئے اہم اقدامات کا اعلان کیا ہے اجلاس میں ملکی معیشت صورتحال اور ترقیاتی منصوبوں پر تفصیلی غور کیا گیا وزیر اعظم نے کہا کہ پاکستان ترقی کی راہ پر گامزن ہے اور عوام کو ریلیف دینا حکومت کی اولین ترجیح ہے انہوں نے کہا کہ مہنگائی میں کمی آئی ہے اور سرمایہ کاری میں اضافہ ہو رہا ہے پارلیمنٹ کے اجلاس میں قانون سازی پر بحث جاری رہی اپوزیشن نے حکومتی پالیسیوں پر تنقید کی تاہم وزرا نے جواب دیا کہ تمام فیصلے ملکی مفاد میں کیے جا رہے ہیں صوبائی حکومتوں کے ساتھ مشاورت کا عمل جاری ہے اور آئندہ چند روز میں مزید اعلانات متوقع ہیں عدالت نے کیس کی سماعت ملتوی کرتے ہوئے فریقین سے جواب طلب کر لیا ہے الیکشن کمیشن نے انتخابی شیڈول کے حوالے سے اجلاس طلب کیا ہے کھیلوں کے میدان میں قومی ٹیم نے شاندار کارکردگی کا مظاہرہ کیا [7,1463,133,1721]
story-header [278,22,404,39]
baqia-label: بقیہ [69,876,99,891]
story-number: 02 [1048,307,1080,323]
sabnews-label: سب نیوز [829,593,874,605]
story-number: 27 [642,1160,674,1175]
story-number: 13 [913,1444,945,1459]
sabnews-label: سب نیوز [287,593,332,605]
story-header [685,1159,811,1176]
story-body: اسلام آباد حکومت نے عوامی مسائل کے حل کیلئے اہم اقدامات کا اعلان کیا ہے اجلاس میں ملکی معیشت صورتحال اور ترقیاتی منصوبوں پر تفصیلی غور کیا گیا وزیر اعظم نے کہا کہ پاکستان ترقی کی راہ پر گامزن ہے اور عوام کو ریلیف دینا حکومت کی اولین ترجیح ہے انہوں نے کہا کہ مہنگائی میں کمی آئی ہے اور سرمایہ کاری میں اضافہ ہو رہا ہے پارلیمنٹ کے اجلاس میں قانون سازی پر بحث جاری رہی اپوزیشن نے حکومتی پالیسیوں پر تنقید کی تاہم وزرا نے جواب دیا کہ تمام فیصلے ملکی مفاد میں کیے جا رہے ہیں صوبائی حکومتوں کے ساتھ مشاورت کا عمل جاری ہے اور آئندہ چند روز میں مزید اعلانات متوقع ہیں عدالت نے کیس کی سماعت ملتوی کرتے ہوئے فریقین سے جواب طلب کر لیا ہے الیکشن کمیشن نے انتخابی شیڈول کے حوالے سے اجلاس طلب کیا ہے کھیلوں کے میدان میں قومی ٹیم نے شاندار کارکردگی کا مظاہرہ کیا [278,327,404,585]
story-header [414,1159,540,1176]
sabnews-label: سب نیوز [558,877,603,890]
story-body: اسلام آباد حکومت نے عوامی مسائل کے حل کیلئے اہم اقدامات کا اعلان کیا ہے اجلاس میں ملکی معیشت صورتحال اور ترقیاتی منصوبوں پر تفصیلی غور کیا گیا وزیر اعظم نے کہا کہ پاکستان ترقی کی راہ پر گامزن ہے اور عوام کو ریلیف دینا حکومت کی اولین ترجیح ہے انہوں نے کہا کہ مہنگائی میں کمی آئی ہے اور سرمایہ کاری میں اضافہ ہو رہا ہے پارلیمنٹ کے اجلاس میں قانون سازی پر بحث جاری رہی اپوزیشن نے حکومتی پالیسیوں پر تنقید کی تاہم وزرا نے جواب دیا کہ تمام فیصلے ملکی مفاد میں کیے جا رہے ہیں صوبائی حکومتوں کے ساتھ مشاورت کا عمل جاری ہے اور آئندہ چند روز میں مزید اعلانات متوقع ہیں عدالت نے کیس کی سماعت ملتوی کرتے ہوئے فریقین سے جواب طلب کر لیا ہے الیکشن کمیشن نے انتخابی شیڈول کے حوالے سے اجلاس طلب کیا ہے کھیلوں کے میدان میں قومی ٹیم نے شاندار کارکردگی کا مظاہرہ کیا [955,42,1081,300]
baqia-story [278,303,404,587]
baqia-story [820,20,946,303]
baqia-label: بقیہ [882,591,912,607]
sabnews-label: سب نیوز [558,1730,603,1742]
sabnews-label: سب نیوز [964,1730,1009,1742]
story-number: 07 [1048,1728,1080,1744]
story-header [549,1727,675,1744]
story-number: 38 [506,2296,538,2312]
baqia-story [143,1155,269,1439]
story-body: اسلام آباد حکومت نے عوامی مسائل کے حل کیلئے اہم اقدامات کا اعلان کیا ہے اجلاس میں ملکی معیشت صورتحال اور ترقیاتی منصوبوں پر تفصیلی غور کیا گیا وزیر اعظم نے کہا کہ پاکستان ترقی کی راہ پر گامزن ہے اور عوام کو ریلیف دینا حکومت کی اولین ترجیح ہے انہوں نے کہا کہ مہنگائی میں کمی آئی ہے اور سرمایہ کاری میں اضافہ ہو رہا ہے پارلیمنٹ کے اجلاس میں قانون سازی پر بحث جاری رہی اپوزیشن نے حکومتی پالیسیوں پر تنقید کی تاہم وزرا نے جواب دیا کہ تمام فیصلے ملکی مفاد میں کیے جا رہے ہیں صوبائی حکومتوں کے ساتھ مشاورت کا عمل جاری ہے اور آئندہ چند روز میں مزید اعلانات متوقع ہیں عدالت نے کیس کی سماعت ملتوی کرتے ہوئے فریقین سے جواب طلب کر لیا ہے الیکشن کمیشن نے انتخابی شیڈول کے حوالے سے اجلاس طلب کیا ہے کھیلوں کے میدان میں قومی ٹیم نے شاندار کارکردگی کا مظاہرہ کیا [142,327,268,585]
baqia-story [278,2008,404,2292]
story-body: اسلام آباد حکومت نے عوامی مسائل کے حل کیلئے اہم اقدامات کا اعلان کیا ہے اجلاس میں ملکی معیشت صورتحال اور ترقیاتی منصوبوں پر تفصیلی غور کیا گیا وزیر اعظم نے کہا کہ پاکستان ترقی کی راہ پر گامزن ہے اور عوام کو ریلیف دینا حکومت کی اولین ترجیح ہے انہوں نے کہا کہ مہنگائی میں کمی آئی ہے اور سرمایہ کاری میں اضافہ ہو رہا ہے پارلیمنٹ کے اجلاس میں قانون سازی پر بحث جاری رہی اپوزیشن نے حکومتی پالیسیوں پر تنقید کی تاہم وزرا نے جواب دیا کہ تمام فیصلے ملکی مفاد میں کیے جا رہے ہیں صوبائی حکومتوں کے ساتھ مشاورت کا عمل جاری ہے اور آئندہ چند روز میں مزید اعلانات متوقع ہیں عدالت نے کیس کی سماعت ملتوی کرتے ہوئے فریقین سے جواب طلب کر لیا ہے الیکشن کمیشن نے انتخابی شیڈول کے حوالے سے اجلاس طلب کیا ہے کھیلوں کے میدان میں قومی ٹیم نے شاندار کارکردگی کا مظاہرہ کیا [955,1463,1081,1721]
baqia-story [956,587,1082,871]
baqia-label: بقیہ [747,591,777,607]
story-header [7,22,133,39]
story-body: اسلام آباد حکومت نے عوامی مسائل کے حل کیلئے اہم اقدامات کا اعلان کیا ہے اجلاس میں ملکی معیشت صورتحال اور ترقیاتی منصوبوں پر تفصیلی غور کیا گیا وزیر اعظم نے کہا کہ پاکستان ترقی کی راہ پر گامزن ہے اور عوام کو ریلیف دینا حکومت کی اولین ترجیح ہے انہوں نے کہا کہ مہنگائی میں کمی آئی ہے اور سرمایہ کاری میں اضافہ ہو رہا ہے پارلیمنٹ کے اجلاس میں قانون سازی پر بحث جاری رہی اپوزیشن نے حکومتی پالیسیوں پر تنقید کی تاہم وزرا نے جواب دیا کہ تمام فیصلے ملکی مفاد میں کیے جا رہے ہیں صوبائی حکومتوں کے ساتھ مشاورت کا عمل جاری ہے اور آئندہ چند روز میں مزید اعلانات متوقع ہیں عدالت نے کیس کی سماعت ملتوی کرتے ہوئے فریقین سے جواب طلب کر لیا ہے الیکشن کمیشن نے انتخابی شیڈول کے حوالے سے اجلاس طلب کیا ہے کھیلوں کے میدان میں قومی ٹیم نے شاندار کارکردگی کا مظاہرہ کیا [278,1179,404,1437]
baqia-label: بقیہ [1018,307,1048,323]
baqia-story [956,1724,1082,2008]
baqia-story [143,303,269,587]
story-header [956,22,1082,39]
baqia-label: بقیہ [476,2012,506,2028]
baqia-label: بقیہ [747,1728,777,1744]
story-number: 60 [100,1728,132,1744]
baqia-label: بقیہ [476,876,506,891]
baqia-label: بقیہ [1018,1160,1048,1175]
story-number: 40 [371,307,403,323]
story-header [549,1443,675,1460]
baqia-story [685,587,811,871]
baqia-label: بقیہ [611,591,641,607]
story-header [820,875,946,892]
story-number: 04 [1048,876,1080,891]
story-header [143,22,269,39]
story-number: 08 [913,23,945,39]
sabnews-label: سب نیوز [422,593,467,605]
story-number: 45 [371,1728,403,1744]
sabnews-label: سب نیوز [16,593,61,605]
sabnews-label: سب نیوز [151,1161,196,1174]
story-header [820,1727,946,1744]
story-number: 17 [777,591,809,607]
story-body: اسلام آباد حکومت نے عوامی مسائل کے حل کیلئے اہم اقدامات کا اعلان کیا ہے اجلاس میں ملکی معیشت صورتحال اور ترقیاتی منصوبوں پر تفصیلی غور کیا گیا وزیر اعظم نے کہا کہ پاکستان ترقی کی راہ پر گامزن ہے اور عوام کو ریلیف دینا حکومت کی اولین ترجیح ہے انہوں نے کہا کہ مہنگائی میں کمی آئی ہے اور سرمایہ کاری میں اضافہ ہو رہا ہے پارلیمنٹ کے اجلاس میں قانون سازی پر بحث جاری رہی اپوزیشن نے حکومتی پالیسیوں پر تنقید کی تاہم وزرا نے جواب دیا کہ تمام فیصلے ملکی مفاد میں کیے جا رہے ہیں صوبائی حکومتوں کے ساتھ مشاورت کا عمل جاری ہے اور آئندہ چند روز میں مزید اعلانات متوقع ہیں عدالت نے کیس کی سماعت ملتوی کرتے ہوئے فریقین سے جواب طلب کر لیا ہے الیکشن کمیشن نے انتخابی شیڈول کے حوالے سے اجلاس طلب کیا ہے کھیلوں کے میدان میں قومی ٹیم نے شاندار کارکردگی کا مظاہرہ کیا [684,895,810,1153]
story-body: اسلام آباد حکومت نے عوامی مسائل کے حل کیلئے اہم اقدامات کا اعلان کیا ہے اجلاس میں ملکی معیشت صورتحال اور ترقیاتی منصوبوں پر تفصیلی غور کیا گیا وزیر اعظم نے کہا کہ پاکستان ترقی کی راہ پر گامزن ہے اور عوام کو ریلیف دینا حکومت کی اولین ترجیح ہے انہوں نے کہا کہ مہنگائی میں کمی آئی ہے اور سرمایہ کاری میں اضافہ ہو رہا ہے پارلیمنٹ کے اجلاس میں قانون سازی پر بحث جاری رہی اپوزیشن نے حکومتی پالیسیوں پر تنقید کی تاہم وزرا نے جواب دیا کہ تمام فیصلے ملکی مفاد میں کیے جا رہے ہیں صوبائی حکومتوں کے ساتھ مشاورت کا عمل جاری ہے اور آئندہ چند روز میں مزید اعلانات متوقع ہیں عدالت نے کیس کی سماعت ملتوی کرتے ہوئے فریقین سے جواب طلب کر لیا ہے الیکشن کمیشن نے انتخابی شیڈول کے حوالے سے اجلاس طلب کیا ہے کھیلوں کے میدان میں قومی ٹیم نے شاندار کارکردگی کا مظاہرہ کیا [820,327,946,585]
story-header [956,1727,1082,1744]
story-number: 10 [913,591,945,607]
story-number: 03 [1048,591,1080,607]
sabnews-label: سب نیوز [151,593,196,605]
baqia-story [7,20,133,303]
story-number: 15 [777,23,809,39]
baqia-label: بقیہ [1018,876,1048,891]
story-number: 48 [235,307,267,323]
story-number: 47 [235,23,267,39]
story-header [956,591,1082,608]
baqia-story [685,871,811,1155]
story-number: 35 [506,1444,538,1459]
sabnews-label: سب نیوز [693,1161,738,1174]
baqia-label: بقیہ [340,876,370,891]
newspaper-page [5,20,1083,2574]
story-number: 54 [100,23,132,39]
sabnews-label: سب نیوز [287,1161,332,1174]
story-number: 20 [777,1444,809,1459]
baqia-label: بقیہ [205,1728,235,1744]
baqia-label: بقیہ [611,23,641,39]
story-body: اسلام آباد حکومت نے عوامی مسائل کے حل کیلئے اہم اقدامات کا اعلان کیا ہے اجلاس میں ملکی معیشت صورتحال اور ترقیاتی منصوبوں پر تفصیلی غور کیا گیا وزیر اعظم نے کہا کہ پاکستان ترقی کی راہ پر گامزن ہے اور عوام کو ریلیف دینا حکومت کی اولین ترجیح ہے انہوں نے کہا کہ مہنگائی میں کمی آئی ہے اور سرمایہ کاری میں اضافہ ہو رہا ہے پارلیمنٹ کے اجلاس میں قانون سازی پر بحث جاری رہی اپوزیشن نے حکومتی پالیسیوں پر تنقید کی تاہم وزرا نے جواب دیا کہ تمام فیصلے ملکی مفاد میں کیے جا رہے ہیں صوبائی حکومتوں کے ساتھ مشاورت کا عمل جاری ہے اور آئندہ چند روز میں مزید اعلانات متوقع ہیں عدالت نے کیس کی سماعت ملتوی کرتے ہوئے فریقین سے جواب طلب کر لیا ہے الیکشن کمیشن نے انتخابی شیڈول کے حوالے سے اجلاس طلب کیا ہے کھیلوں کے میدان میں قومی ٹیم نے شاندار کارکردگی کا مظاہرہ کیا [7,42,133,300]
baqia-story [685,303,811,587]
story-header [7,1727,133,1744]
story-header [549,1159,675,1176]
news-column [140,20,271,2005]
story-body: اسلام آباد حکومت نے عوامی مسائل کے حل کیلئے اہم اقدامات کا اعلان کیا ہے اجلاس میں ملکی معیشت صورتحال اور ترقیاتی منصوبوں پر تفصیلی غور کیا گیا وزیر اعظم نے کہا کہ پاکستان ترقی کی راہ پر گامزن ہے اور عوام کو ریلیف دینا حکومت کی اولین ترجیح ہے انہوں نے کہا کہ مہنگائی میں کمی آئی ہے اور سرمایہ کاری میں اضافہ ہو رہا ہے پارلیمنٹ کے اجلاس میں قانون سازی پر بحث جاری رہی اپوزیشن نے حکومتی پالیسیوں پر تنقید کی تاہم وزرا نے جواب دیا کہ تمام فیصلے ملکی مفاد میں کیے جا رہے ہیں صوبائی حکومتوں کے ساتھ مشاورت کا عمل جاری ہے اور آئندہ چند روز میں مزید اعلانات متوقع ہیں عدالت نے کیس کی سماعت ملتوی کرتے ہوئے فریقین سے جواب طلب کر لیا ہے الیکشن کمیشن نے انتخابی شیڈول کے حوالے سے اجلاس طلب کیا ہے کھیلوں کے میدان میں قومی ٹیم نے شاندار کارکردگی کا مظاہرہ کیا [549,327,675,585]
story-header [820,591,946,608]
baqia-story [956,303,1082,587]
story-body: اسلام آباد حکومت نے عوامی مسائل کے حل کیلئے اہم اقدامات کا اعلان کیا ہے اجلاس میں ملکی معیشت صورتحال اور ترقیاتی منصوبوں پر تفصیلی غور کیا گیا وزیر اعظم نے کہا کہ پاکستان ترقی کی راہ پر گامزن ہے اور عوام کو ریلیف دینا حکومت کی اولین ترجیح ہے انہوں نے کہا کہ مہنگائی میں کمی آئی ہے اور سرمایہ کاری میں اضافہ ہو رہا ہے پارلیمنٹ کے اجلاس میں قانون سازی پر بحث جاری رہی اپوزیشن نے حکومتی پالیسیوں پر تنقید کی تاہم وزرا نے جواب دیا کہ تمام فیصلے ملکی مفاد میں کیے جا رہے ہیں صوبائی حکومتوں کے ساتھ مشاورت کا عمل جاری ہے اور آئندہ چند روز میں مزید اعلانات متوقع ہیں عدالت نے کیس کی سماعت ملتوی کرتے ہوئے فریقین سے جواب طلب کر لیا ہے الیکشن کمیشن نے انتخابی شیڈول کے حوالے سے اجلاس طلب کیا ہے کھیلوں کے میدان میں قومی ٹیم نے شاندار کارکردگی کا مظاہرہ کیا [955,1179,1081,1437]
story-body: اسلام آباد حکومت نے عوامی مسائل کے حل کیلئے اہم اقدامات کا اعلان کیا ہے اجلاس میں ملکی معیشت صورتحال اور ترقیاتی منصوبوں پر تفصیلی غور کیا گیا وزیر اعظم نے کہا کہ پاکستان ترقی کی راہ پر گامزن ہے اور عوام کو ریلیف دینا حکومت کی اولین ترجیح ہے انہوں نے کہا کہ مہنگائی میں کمی آئی ہے اور سرمایہ کاری میں اضافہ ہو رہا ہے پارلیمنٹ کے اجلاس میں قانون سازی پر بحث جاری رہی اپوزیشن نے حکومتی پالیسیوں پر تنقید کی تاہم وزرا نے جواب دیا کہ تمام فیصلے ملکی مفاد میں کیے جا رہے ہیں صوبائی حکومتوں کے ساتھ مشاورت کا عمل جاری ہے اور آئندہ چند روز میں مزید اعلانات متوقع ہیں عدالت نے کیس کی سماعت ملتوی کرتے ہوئے فریقین سے جواب طلب کر لیا ہے الیکشن کمیشن نے انتخابی شیڈول کے حوالے سے اجلاس طلب کیا ہے کھیلوں کے میدان میں قومی ٹیم نے شاندار کارکردگی کا مظاہرہ کیا [142,1463,268,1721]
baqia-label: بقیہ [1018,1444,1048,1459]
baqia-label: بقیہ [611,1728,641,1744]
story-number: 56 [100,591,132,607]
baqia-label: بقیہ [205,23,235,39]
story-number: 32 [506,591,538,607]
story-number: 39 [371,23,403,39]
sabnews-label: سب نیوز [151,25,196,37]
story-body: اسلام آباد حکومت نے عوامی مسائل کے حل کیلئے اہم اقدامات کا اعلان کیا ہے اجلاس میں ملکی معیشت صورتحال اور ترقیاتی منصوبوں پر تفصیلی غور کیا گیا وزیر اعظم نے کہا کہ پاکستان ترقی کی راہ پر گامزن ہے اور عوام کو ریلیف دینا حکومت کی اولین ترجیح ہے انہوں نے کہا کہ مہنگائی میں کمی آئی ہے اور سرمایہ کاری میں اضافہ ہو رہا ہے پارلیمنٹ کے اجلاس میں قانون سازی پر بحث جاری رہی اپوزیشن نے حکومتی پالیسیوں پر تنقید کی تاہم وزرا نے جواب دیا کہ تمام فیصلے ملکی مفاد میں کیے جا رہے ہیں صوبائی حکومتوں کے ساتھ مشاورت کا عمل جاری ہے اور آئندہ چند روز میں مزید اعلانات متوقع ہیں عدالت نے کیس کی سماعت ملتوی کرتے ہوئے فریقین سے جواب طلب کر لیا ہے الیکشن کمیشن نے انتخابی شیڈول کے حوالے سے اجلاس طلب کیا ہے کھیلوں کے میدان میں قومی ٹیم نے شاندار کارکردگی کا مظاہرہ کیا [413,611,539,869]
sabnews-label: سب نیوز [287,2014,332,2026]
baqia-label: بقیہ [747,2012,777,2028]
story-number: 53 [235,1728,267,1744]
story-body: اسلام آباد حکومت نے عوامی مسائل کے حل کیلئے اہم اقدامات کا اعلان کیا ہے اجلاس میں ملکی معیشت صورتحال اور ترقیاتی منصوبوں پر تفصیلی غور کیا گیا وزیر اعظم نے کہا کہ پاکستان ترقی کی راہ پر گامزن ہے اور عوام کو ریلیف دینا حکومت کی اولین ترجیح ہے انہوں نے کہا کہ مہنگائی میں کمی آئی ہے اور سرمایہ کاری میں اضافہ ہو رہا ہے پارلیمنٹ کے اجلاس میں قانون سازی پر بحث جاری رہی اپوزیشن نے حکومتی پالیسیوں پر تنقید کی تاہم وزرا نے جواب دیا کہ تمام فیصلے ملکی مفاد میں کیے جا رہے ہیں صوبائی حکومتوں کے ساتھ مشاورت کا عمل جاری ہے اور آئندہ چند روز میں مزید اعلانات متوقع ہیں عدالت نے کیس کی سماعت ملتوی کرتے ہوئے فریقین سے جواب طلب کر لیا ہے الیکشن کمیشن نے انتخابی شیڈول کے حوالے سے اجلاس طلب کیا ہے کھیلوں کے میدان میں قومی ٹیم نے شاندار کارکردگی کا مظاہرہ کیا [413,2316,539,2574]
sabnews-label: سب نیوز [16,309,61,321]
sabnews-label: سب نیوز [16,877,61,890]
sabnews-label: سب نیوز [558,309,603,321]
baqia-story [549,20,675,303]
baqia-story [414,2292,540,2576]
baqia-story [820,303,946,587]
baqia-story [820,587,946,871]
baqia-story [956,1155,1082,1439]
story-body: اسلام آباد حکومت نے عوامی مسائل کے حل کیلئے اہم اقدامات کا اعلان کیا ہے اجلاس میں ملکی معیشت صورتحال اور ترقیاتی منصوبوں پر تفصیلی غور کیا گیا وزیر اعظم نے کہا کہ پاکستان ترقی کی راہ پر گامزن ہے اور عوام کو ریلیف دینا حکومت کی اولین ترجیح ہے انہوں نے کہا کہ مہنگائی میں کمی آئی ہے اور سرمایہ کاری میں اضافہ ہو رہا ہے پارلیمنٹ کے اجلاس میں قانون سازی پر بحث جاری رہی اپوزیشن نے حکومتی پالیسیوں پر تنقید کی تاہم وزرا نے جواب دیا کہ تمام فیصلے ملکی مفاد میں کیے جا رہے ہیں صوبائی حکومتوں کے ساتھ مشاورت کا عمل جاری ہے اور آئندہ چند روز میں مزید اعلانات متوقع ہیں عدالت نے کیس کی سماعت ملتوی کرتے ہوئے فریقین سے جواب طلب کر لیا ہے الیکشن کمیشن نے انتخابی شیڈول کے حوالے سے اجلاس طلب کیا ہے کھیلوں کے میدان میں قومی ٹیم نے شاندار کارکردگی کا مظاہرہ کیا [413,895,539,1153]
story-number: 22 [777,2012,809,2028]
sabnews-label: سب نیوز [693,593,738,605]
story-body: اسلام آباد حکومت نے عوامی مسائل کے حل کیلئے اہم اقدامات کا اعلان کیا ہے اجلاس میں ملکی معیشت صورتحال اور ترقیاتی منصوبوں پر تفصیلی غور کیا گیا وزیر اعظم نے کہا کہ پاکستان ترقی کی راہ پر گامزن ہے اور عوام کو ریلیف دینا حکومت کی اولین ترجیح ہے انہوں نے کہا کہ مہنگائی میں کمی آئی ہے اور سرمایہ کاری میں اضافہ ہو رہا ہے پارلیمنٹ کے اجلاس میں قانون سازی پر بحث جاری رہی اپوزیشن نے حکومتی پالیسیوں پر تنقید کی تاہم وزرا نے جواب دیا کہ تمام فیصلے ملکی مفاد میں کیے جا رہے ہیں صوبائی حکومتوں کے ساتھ مشاورت کا عمل جاری ہے اور آئندہ چند روز میں مزید اعلانات متوقع ہیں عدالت نے کیس کی سماعت ملتوی کرتے ہوئے فریقین سے جواب طلب کر لیا ہے الیکشن کمیشن نے انتخابی شیڈول کے حوالے سے اجلاس طلب کیا ہے کھیلوں کے میدان میں قومی ٹیم نے شاندار کارکردگی کا مظاہرہ کیا [278,1747,404,2005]
story-number: 21 [777,1728,809,1744]
story-header [143,875,269,892]
baqia-label: بقیہ [205,876,235,891]
sabnews-label: سب نیوز [693,25,738,37]
story-number: 55 [100,307,132,323]
baqia-story [143,871,269,1155]
story-body: اسلام آباد حکومت نے عوامی مسائل کے حل کیلئے اہم اقدامات کا اعلان کیا ہے اجلاس میں ملکی معیشت صورتحال اور ترقیاتی منصوبوں پر تفصیلی غور کیا گیا وزیر اعظم نے کہا کہ پاکستان ترقی کی راہ پر گامزن ہے اور عوام کو ریلیف دینا حکومت کی اولین ترجیح ہے انہوں نے کہا کہ مہنگائی میں کمی آئی ہے اور سرمایہ کاری میں اضافہ ہو رہا ہے پارلیمنٹ کے اجلاس میں قانون سازی پر بحث جاری رہی اپوزیشن نے حکومتی پالیسیوں پر تنقید کی تاہم وزرا نے جواب دیا کہ تمام فیصلے ملکی مفاد میں کیے جا رہے ہیں صوبائی حکومتوں کے ساتھ مشاورت کا عمل جاری ہے اور آئندہ چند روز میں مزید اعلانات متوقع ہیں عدالت نے کیس کی سماعت ملتوی کرتے ہوئے فریقین سے جواب طلب کر لیا ہے الیکشن کمیشن نے انتخابی شیڈول کے حوالے سے اجلاس طلب کیا ہے کھیلوں کے میدان میں قومی ٹیم نے شاندار کارکردگی کا مظاہرہ کیا [820,42,946,300]
baqia-story [278,1724,404,2008]
story-body: اسلام آباد حکومت نے عوامی مسائل کے حل کیلئے اہم اقدامات کا اعلان کیا ہے اجلاس میں ملکی معیشت صورتحال اور ترقیاتی منصوبوں پر تفصیلی غور کیا گیا وزیر اعظم نے کہا کہ پاکستان ترقی کی راہ پر گامزن ہے اور عوام کو ریلیف دینا حکومت کی اولین ترجیح ہے انہوں نے کہا کہ مہنگائی میں کمی آئی ہے اور سرمایہ کاری میں اضافہ ہو رہا ہے پارلیمنٹ کے اجلاس میں قانون سازی پر بحث جاری رہی اپوزیشن نے حکومتی پالیسیوں پر تنقید کی تاہم وزرا نے جواب دیا کہ تمام فیصلے ملکی مفاد میں کیے جا رہے ہیں صوبائی حکومتوں کے ساتھ مشاورت کا عمل جاری ہے اور آئندہ چند روز میں مزید اعلانات متوقع ہیں عدالت نے کیس کی سماعت ملتوی کرتے ہوئے فریقین سے جواب طلب کر لیا ہے الیکشن کمیشن نے انتخابی شیڈول کے حوالے سے اجلاس طلب کیا ہے کھیلوں کے میدان میں قومی ٹیم نے شاندار کارکردگی کا مظاہرہ کیا [955,327,1081,585]
baqia-story [820,1155,946,1439]
story-header [549,22,675,39]
story-body: اسلام آباد حکومت نے عوامی مسائل کے حل کیلئے اہم اقدامات کا اعلان کیا ہے اجلاس میں ملکی معیشت صورتحال اور ترقیاتی منصوبوں پر تفصیلی غور کیا گیا وزیر اعظم نے کہا کہ پاکستان ترقی کی راہ پر گامزن ہے اور عوام کو ریلیف دینا حکومت کی اولین ترجیح ہے انہوں نے کہا کہ مہنگائی میں کمی آئی ہے اور سرمایہ کاری میں اضافہ ہو رہا ہے پارلیمنٹ کے اجلاس میں قانون سازی پر بحث جاری رہی اپوزیشن نے حکومتی پالیسیوں پر تنقید کی تاہم وزرا نے جواب دیا کہ تمام فیصلے ملکی مفاد میں کیے جا رہے ہیں صوبائی حکومتوں کے ساتھ مشاورت کا عمل جاری ہے اور آئندہ چند روز میں مزید اعلانات متوقع ہیں عدالت نے کیس کی سماعت ملتوی کرتے ہوئے فریقین سے جواب طلب کر لیا ہے الیکشن کمیشن نے انتخابی شیڈول کے حوالے سے اجلاس طلب کیا ہے کھیلوں کے میدان میں قومی ٹیم نے شاندار کارکردگی کا مظاہرہ کیا [820,1179,946,1437]
story-number: 30 [506,23,538,39]
story-number: 42 [371,876,403,891]
story-body: اسلام آباد حکومت نے عوامی مسائل کے حل کیلئے اہم اقدامات کا اعلان کیا ہے اجلاس میں ملکی معیشت صورتحال اور ترقیاتی منصوبوں پر تفصیلی غور کیا گیا وزیر اعظم نے کہا کہ پاکستان ترقی کی راہ پر گامزن ہے اور عوام کو ریلیف دینا حکومت کی اولین ترجیح ہے انہوں نے کہا کہ مہنگائی میں کمی آئی ہے اور سرمایہ کاری میں اضافہ ہو رہا ہے پارلیمنٹ کے اجلاس میں قانون سازی پر بحث جاری رہی اپوزیشن نے حکومتی پالیسیوں پر تنقید کی تاہم وزرا نے جواب دیا کہ تمام فیصلے ملکی مفاد میں کیے جا رہے ہیں صوبائی حکومتوں کے ساتھ مشاورت کا عمل جاری ہے اور آئندہ چند روز میں مزید اعلانات متوقع ہیں عدالت نے کیس کی سماعت ملتوی کرتے ہوئے فریقین سے جواب طلب کر لیا ہے الیکشن کمیشن نے انتخابی شیڈول کے حوالے سے اجلاس طلب کیا ہے کھیلوں کے میدان میں قومی ٹیم نے شاندار کارکردگی کا مظاہرہ کیا [278,895,404,1153]
story-body: اسلام آباد حکومت نے عوامی مسائل کے حل کیلئے اہم اقدامات کا اعلان کیا ہے اجلاس میں ملکی معیشت صورتحال اور ترقیاتی منصوبوں پر تفصیلی غور کیا گیا وزیر اعظم نے کہا کہ پاکستان ترقی کی راہ پر گامزن ہے اور عوام کو ریلیف دینا حکومت کی اولین ترجیح ہے انہوں نے کہا کہ مہنگائی میں کمی آئی ہے اور سرمایہ کاری میں اضافہ ہو رہا ہے پارلیمنٹ کے اجلاس میں قانون سازی پر بحث جاری رہی اپوزیشن نے حکومتی پالیسیوں پر تنقید کی تاہم وزرا نے جواب دیا کہ تمام فیصلے ملکی مفاد میں کیے جا رہے ہیں صوبائی حکومتوں کے ساتھ مشاورت کا عمل جاری ہے اور آئندہ چند روز میں مزید اعلانات متوقع ہیں عدالت نے کیس کی سماعت ملتوی کرتے ہوئے فریقین سے جواب طلب کر لیا ہے الیکشن کمیشن نے انتخابی شیڈول کے حوالے سے اجلاس طلب کیا ہے کھیلوں کے میدان میں قومی ٹیم نے شاندار کارکردگی کا مظاہرہ کیا [278,1463,404,1721]
story-body: اسلام آباد حکومت نے عوامی مسائل کے حل کیلئے اہم اقدامات کا اعلان کیا ہے اجلاس میں ملکی معیشت صورتحال اور ترقیاتی منصوبوں پر تفصیلی غور کیا گیا وزیر اعظم نے کہا کہ پاکستان ترقی کی راہ پر گامزن ہے اور عوام کو ریلیف دینا حکومت کی اولین ترجیح ہے انہوں نے کہا کہ مہنگائی میں کمی آئی ہے اور سرمایہ کاری میں اضافہ ہو رہا ہے پارلیمنٹ کے اجلاس میں قانون سازی پر بحث جاری رہی اپوزیشن نے حکومتی پالیسیوں پر تنقید کی تاہم وزرا نے جواب دیا کہ تمام فیصلے ملکی مفاد میں کیے جا رہے ہیں صوبائی حکومتوں کے ساتھ مشاورت کا عمل جاری ہے اور آئندہ چند روز میں مزید اعلانات متوقع ہیں عدالت نے کیس کی سماعت ملتوی کرتے ہوئے فریقین سے جواب طلب کر لیا ہے الیکشن کمیشن نے انتخابی شیڈول کے حوالے سے اجلاس طلب کیا ہے کھیلوں کے میدان میں قومی ٹیم نے شاندار کارکردگی کا مظاہرہ کیا [142,1179,268,1437]
